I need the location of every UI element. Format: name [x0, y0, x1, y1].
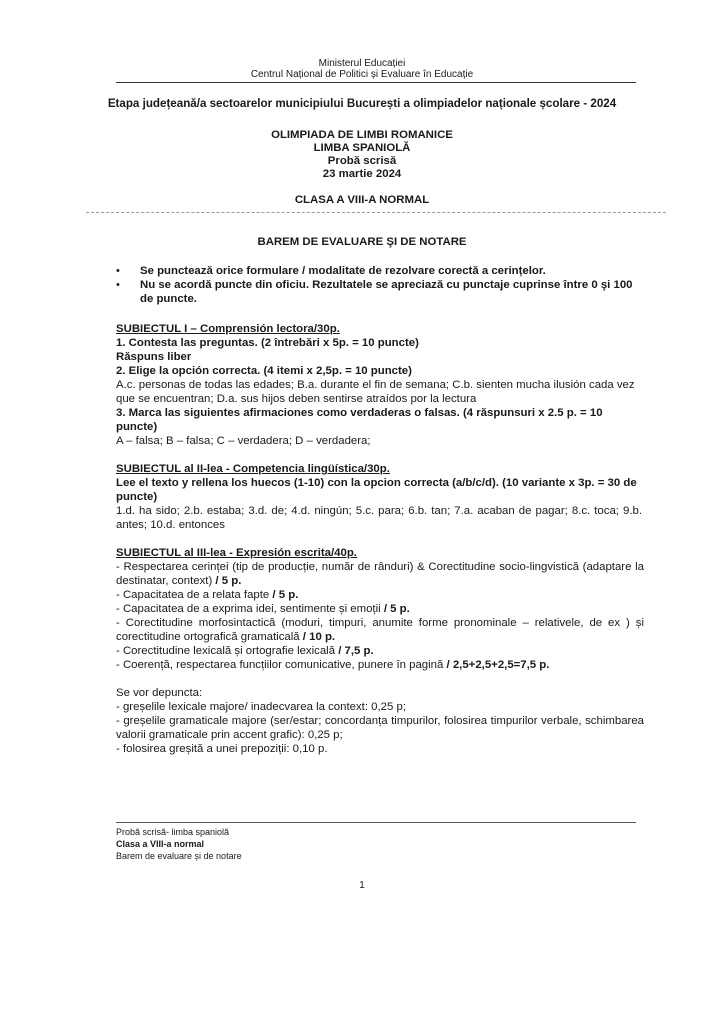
criterion-text: - Respectarea cerinței (tip de producție, număr de rânduri) & Corectitudine socio-lingvistică (adaptare la destinatar, context) — [116, 561, 644, 588]
criterion-item — [116, 560, 644, 588]
criterion-points: / 5 p. — [215, 575, 242, 588]
barem-title: BAREM DE EVALUARE ŞI DE NOTARE — [257, 236, 467, 248]
criterion-item — [116, 616, 644, 644]
bullet-icon: • — [116, 265, 120, 277]
test-date: 23 martie 2024 — [322, 168, 402, 180]
criterion-text: - Coerență, respectarea funcțiilor comunicative, punere în pagină — [116, 659, 447, 671]
deduction-item: - folosirea greșită a unei prepoziții: 0,10 p. — [116, 743, 328, 755]
subject2-instruction: Lee el texto y rellena los huecos (1-10) con la opcion correcta (a/b/c/d). (10 variante x 3p. = 30 de puncte) — [116, 477, 637, 504]
deductions-intro: Se vor depuncta: — [116, 687, 203, 699]
criterion-item — [116, 588, 636, 602]
footer-divider — [116, 822, 636, 823]
deduction-item: - greșelile lexicale majore/ inadecvarea la context: 0,25 p; — [116, 701, 406, 713]
criterion-text: - Corectitudine morfosintactică (moduri, timpuri, anumite forme pronominale – relativele, de ex ) și corectitudine ortografică gramaticală — [116, 617, 644, 644]
subject1-q1-answer: Răspuns liber — [116, 351, 192, 363]
criterion-item — [116, 644, 636, 658]
subject2-answers: 1.d. ha sido; 2.b. estaba; 3.d. de; 4.d. ningún; 5.c. para; 6.b. tan; 7.a. acaban de pagar; 8.c. toca; 9.b. antes; 10.d. entonces — [116, 505, 642, 532]
footer-test: Probă scrisă- limba spaniolă — [116, 827, 230, 837]
criterion-points: / 5 p. — [383, 603, 410, 615]
subject1-heading: SUBIECTUL I – Comprensión lectora/30p. — [116, 323, 340, 335]
subject1-q3: 3. Marca las siguientes afirmaciones como verdaderas o falsas. (4 răspunsuri x 2.5 p. = 10 puncte) — [116, 407, 603, 434]
language-title: LIMBA SPANIOLĂ — [313, 142, 411, 154]
subject1-q2: 2. Elige la opción correcta. (4 itemi x 2,5p. = 10 puncte) — [116, 365, 412, 377]
class-title: CLASA A VIII-A NORMAL — [294, 194, 430, 206]
criterion-points: / 10 p. — [302, 631, 336, 644]
rule-text: Nu se acordă puncte din oficiu. Rezultatele se apreciază cu punctaje cuprinse între 0 şi 100 de puncte. — [140, 279, 633, 306]
subject2-heading: SUBIECTUL al II-lea - Competencia lingüística/30p. — [116, 463, 390, 475]
footer-class: Clasa a VIII-a normal — [116, 839, 205, 849]
deduction-item: - greșelile gramaticale majore (ser/estar; concordanța timpurilor, folosirea timpurilor verbale, schimbarea valorii gramaticale prin accent grafic): 0,25 p; — [116, 715, 644, 742]
criterion-text: - Capacitatea de a exprima idei, sentimente și emoții — [116, 603, 384, 615]
criterion-item — [116, 602, 636, 616]
criterion-item — [116, 658, 636, 672]
criterion-text: - Capacitatea de a relata fapte — [116, 589, 273, 601]
rule-text: Se punctează orice formulare / modalitate de rezolvare corectă a cerințelor. — [140, 265, 546, 277]
bullet-icon: • — [116, 279, 120, 291]
event-title: Etapa județeană/a sectoarelor municipiului București a olimpiadelor naționale școlare - 2024 — [107, 97, 617, 110]
page-number: 1 — [359, 880, 365, 891]
olympiad-title: OLIMPIADA DE LIMBI ROMANICE — [271, 129, 453, 141]
subject1-q2-answer: A.c. personas de todas las edades; B.a. durante el fin de semana; C.b. sienten mucha ilusión cada vez que se encuentran; D.a. sus hijos deben sentirse atraídos por la lectura — [116, 379, 635, 406]
center-name: Centrul Național de Politici și Evaluare în Educație — [250, 69, 474, 80]
subject1-q1: 1. Contesta las preguntas. (2 întrebări x 5p. = 10 puncte) — [116, 337, 419, 349]
rule-item — [116, 264, 644, 278]
title-divider — [86, 212, 666, 213]
header-divider — [116, 82, 636, 83]
ministry-name: Ministerul Educației — [318, 58, 406, 69]
criterion-points: / 7,5 p. — [338, 645, 374, 657]
criterion-points: / 5 p. — [272, 589, 299, 601]
test-type: Probă scrisă — [327, 155, 397, 167]
criterion-text: - Corectitudine lexicală și ortografie lexicală — [116, 645, 339, 657]
subject1-q3-answer: A – falsa; B – falsa; C – verdadera; D – verdadera; — [116, 435, 371, 447]
rule-item — [116, 278, 644, 306]
footer-barem: Barem de evaluare și de notare — [116, 851, 242, 861]
criterion-points: / 2,5+2,5+2,5=7,5 p. — [446, 659, 550, 671]
subject3-heading: SUBIECTUL al III-lea - Expresión escrita/40p. — [116, 547, 357, 559]
